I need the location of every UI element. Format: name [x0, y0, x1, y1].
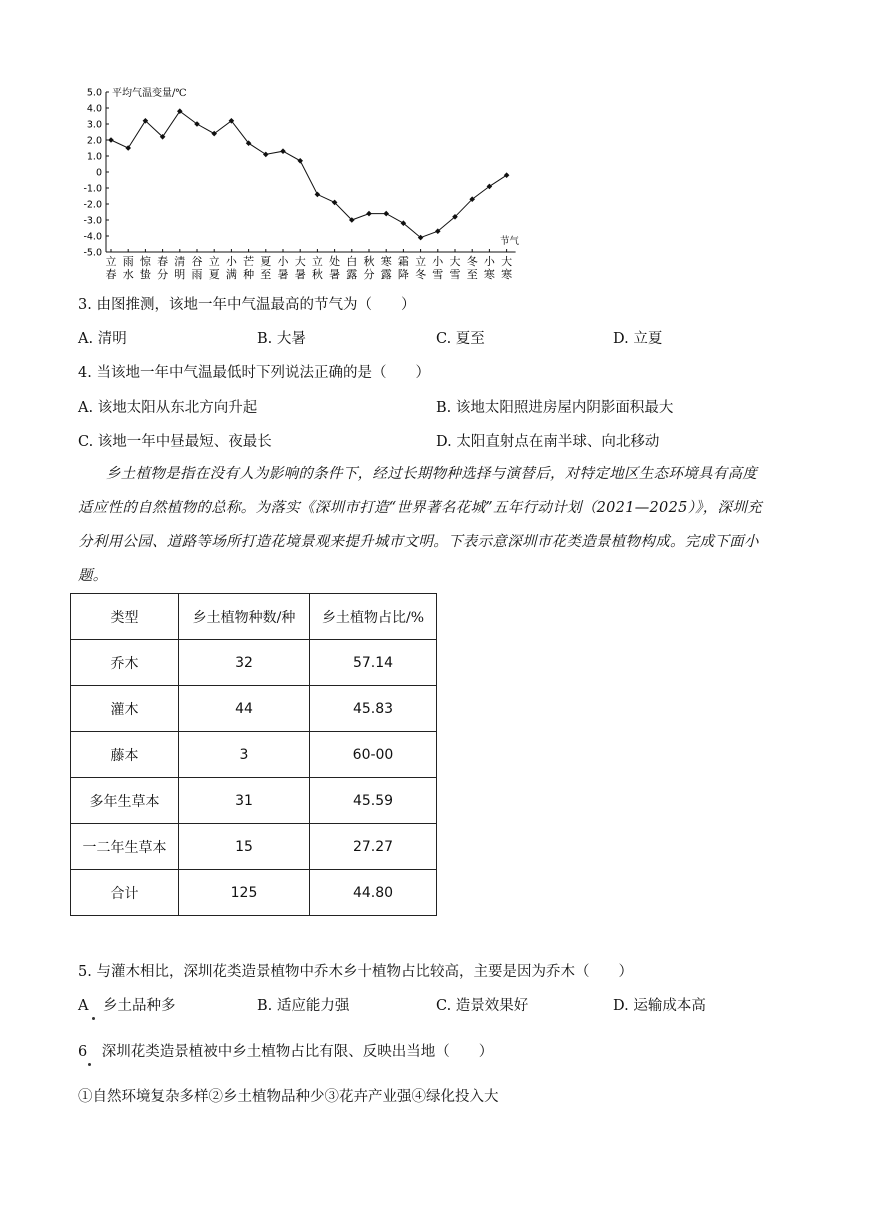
- data-point: [125, 145, 131, 151]
- y-tick-label: -3.0: [83, 215, 102, 227]
- x-axis-label: 节气: [500, 236, 520, 247]
- table-cell: 57.14: [310, 640, 437, 686]
- question-3-stem: 3. 由图推测，该地一年中气温最高的节气为（ ）: [78, 297, 416, 313]
- chart-axes: [106, 92, 516, 252]
- x-tick-label: 春分: [157, 255, 169, 281]
- table-cell: 45.83: [310, 686, 437, 732]
- plant-composition-table: [70, 593, 437, 916]
- x-tick-label: 小暑: [277, 255, 289, 281]
- q4-option-d[interactable]: D. 太阳直射点在南半球、向北移动: [436, 434, 660, 450]
- y-tick-label: 3.0: [86, 119, 102, 131]
- data-point: [504, 172, 510, 178]
- stray-dot: [88, 1063, 91, 1066]
- chart-y-ticks: [83, 88, 109, 259]
- table-cell: 15: [179, 824, 310, 870]
- x-tick-label: 小雪: [432, 255, 444, 281]
- table-cell: 合计: [71, 870, 179, 916]
- temperature-change-line-chart: [70, 82, 540, 287]
- table-header-row: [71, 594, 437, 640]
- data-point: [263, 152, 269, 158]
- y-tick-label: 1.0: [86, 151, 102, 163]
- data-point: [383, 211, 389, 217]
- passage-line-4: 题。: [78, 568, 108, 584]
- x-tick-label: 立夏: [208, 255, 220, 281]
- q5-option-c[interactable]: C. 造景效果好: [436, 998, 529, 1014]
- passage-line-3: 分利用公园、道路等场所打造花境景观来提升城市文明。下表示意深圳市花类造景植物构成。完成下面小: [78, 534, 759, 550]
- y-tick-label: 2.0: [86, 135, 102, 147]
- question-6-statements: ①自然环境复杂多样②乡土植物品种少③花卉产业强④绿化投入大: [78, 1089, 499, 1105]
- table-row: [71, 778, 437, 824]
- stray-dot: [92, 1017, 95, 1020]
- question-5-stem: 5. 与灌木相比，深圳花类造景植物中乔木乡十植物占比较高，主要是因为乔木（ ）: [78, 964, 633, 980]
- q4-option-c[interactable]: C. 该地一年中昼最短、夜最长: [78, 434, 272, 450]
- x-tick-label: 立冬: [415, 255, 427, 281]
- table-cell: 44.80: [310, 870, 437, 916]
- y-tick-label: -5.0: [83, 247, 102, 259]
- x-tick-label: 立秋: [311, 255, 323, 281]
- x-tick-label: 谷雨: [191, 255, 203, 281]
- table-header-cell: 乡土植物种数/种: [179, 594, 310, 640]
- y-tick-label: 0: [95, 167, 102, 179]
- table-cell: 乔木: [71, 640, 179, 686]
- table-cell: 32: [179, 640, 310, 686]
- table-cell: 31: [179, 778, 310, 824]
- table-cell: 45.59: [310, 778, 437, 824]
- q3-option-c[interactable]: C. 夏至: [436, 331, 485, 347]
- x-tick-label: 芒种: [243, 255, 255, 281]
- x-tick-label: 霜降: [397, 255, 409, 281]
- y-tick-label: 4.0: [86, 103, 102, 115]
- q3-option-d[interactable]: D. 立夏: [613, 331, 663, 347]
- table-cell: 灌木: [71, 686, 179, 732]
- x-tick-label: 立春: [105, 255, 117, 281]
- y-axis-label: 平均气温变量/℃: [112, 88, 187, 99]
- table-cell: 60-00: [310, 732, 437, 778]
- data-point: [297, 158, 303, 164]
- data-point: [366, 211, 372, 217]
- x-tick-label: 雨水: [122, 255, 134, 281]
- table-row: [71, 640, 437, 686]
- x-tick-label: 清明: [174, 255, 186, 281]
- q3-option-a[interactable]: A. 清明: [78, 331, 127, 347]
- x-tick-label: 寒露: [380, 255, 392, 281]
- q4-option-a[interactable]: A. 该地太阳从东北方向升起: [78, 400, 258, 416]
- table-header-cell: 乡土植物占比/%: [310, 594, 437, 640]
- table-cell: 多年生草本: [71, 778, 179, 824]
- table-header-cell: 类型: [71, 594, 179, 640]
- y-tick-label: -4.0: [83, 231, 102, 243]
- q5-option-d[interactable]: D. 运输成本高: [613, 998, 706, 1014]
- series-line: [111, 111, 507, 237]
- q5-option-a[interactable]: A 乡土品种多: [78, 998, 176, 1014]
- x-tick-label: 白露: [346, 255, 358, 281]
- question-4-stem: 4. 当该地一年中气温最低时下列说法正确的是（ ）: [78, 365, 430, 381]
- x-tick-label: 惊蛰: [139, 255, 151, 281]
- table-cell: 藤本: [71, 732, 179, 778]
- data-point: [315, 192, 321, 198]
- q5-option-b[interactable]: B. 适应能力强: [257, 998, 350, 1014]
- data-point: [108, 137, 114, 143]
- table-cell: 一二年生草本: [71, 824, 179, 870]
- passage-line-2: 适应性的自然植物的总称。为落实《深圳市打造“世界著名花城”五年行动计划（2021—2025）》，深圳充: [78, 500, 762, 516]
- x-tick-label: 小满: [225, 255, 237, 281]
- passage: [78, 457, 800, 593]
- x-tick-label: 小寒: [483, 255, 495, 281]
- y-tick-label: -2.0: [83, 199, 102, 211]
- chart-x-ticks: [106, 249, 513, 281]
- y-tick-label: -1.0: [83, 183, 102, 195]
- x-tick-label: 秋分: [363, 255, 375, 281]
- table-cell: 3: [179, 732, 310, 778]
- x-tick-label: 夏至: [260, 255, 272, 281]
- table-cell: 44: [179, 686, 310, 732]
- table-row: [71, 824, 437, 870]
- table-cell: 27.27: [310, 824, 437, 870]
- question-6-stem: 6 深圳花类造景植被中乡土植物占比有限、反映出当地（ ）: [78, 1044, 494, 1060]
- y-tick-label: 5.0: [86, 87, 102, 99]
- passage-line-1: 乡土植物是指在没有人为影响的条件下，经过长期物种选择与演替后，对特定地区生态环境具有高度: [106, 466, 758, 482]
- table-row: [71, 732, 437, 778]
- x-tick-label: 大暑: [294, 255, 306, 281]
- table-row: [71, 870, 437, 916]
- x-tick-label: 冬至: [466, 255, 478, 281]
- table-cell: 125: [179, 870, 310, 916]
- x-tick-label: 大雪: [449, 255, 461, 281]
- x-tick-label: 处暑: [329, 255, 341, 281]
- table-row: [71, 686, 437, 732]
- x-tick-label: 大寒: [501, 255, 513, 281]
- q3-option-b[interactable]: B. 大暑: [257, 331, 306, 347]
- q4-option-b[interactable]: B. 该地太阳照进房屋内阴影面积最大: [436, 400, 674, 416]
- data-point: [280, 148, 286, 154]
